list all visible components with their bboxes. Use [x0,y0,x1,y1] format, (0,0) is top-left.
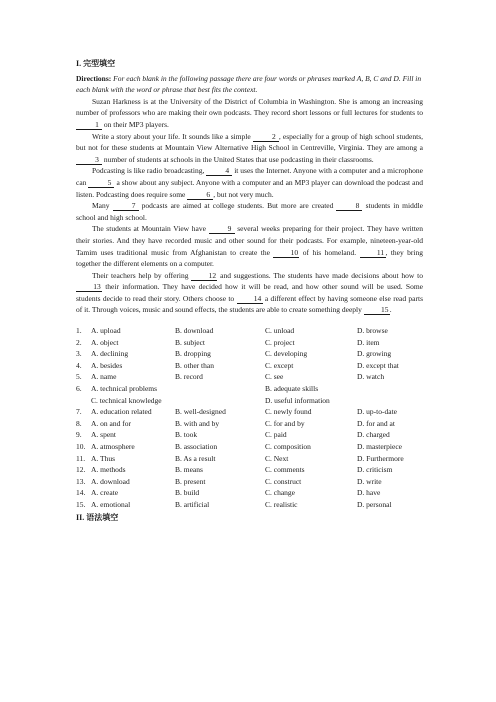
option-a: A. spent [91,430,116,440]
blank-number: 7 [113,201,139,211]
option-c: C. composition [265,442,311,451]
option-row [76,464,423,476]
option-c: C. see [265,372,284,382]
blank-number: 12 [191,271,217,281]
paragraph-text: it uses the Internet. Anyone with a computer and a microphone can [76,166,423,187]
option-c: C. except [265,360,294,370]
option-b: B. download [175,326,214,336]
worksheet-page [76,58,423,523]
option-row [76,429,423,441]
option-a: A. besides [91,360,123,370]
blank-number: 8 [336,201,362,211]
option-b: B. other than [175,360,214,370]
directions-label: Directions: [76,73,112,83]
option-a: A. object [91,337,119,347]
option-d: D. up-to-date [357,407,397,417]
option-d: D. charged [357,430,390,440]
option-b: B. adequate skills [265,384,319,394]
option-a: A. Thus [91,453,116,463]
paragraph-text: and suggestions. The students have made decisions about how to [217,270,423,280]
option-d: D. item [357,337,380,347]
option-a: A. create [91,488,119,498]
option-d: D. write [357,476,382,486]
passage-paragraph [76,200,423,223]
option-c: C. change [265,488,295,498]
paragraph-text: their information. They have decided how it will be read, and how other sound will be used. Some students decide to read their story. Others choose to [76,282,423,303]
blank-number: 14 [237,294,263,304]
option-row [76,406,423,418]
option-row [76,325,423,337]
section-title-grammar: II. 语法填空 [76,512,119,522]
blank-number: 4 [206,166,232,176]
option-d: D. Furthermore [357,453,404,463]
option-b: B. association [175,442,218,451]
option-row [76,395,423,407]
paragraph-text: Suzan Harkness is at the University of the District of Columbia in Washington. She is among an increasing number of professors who are making their own podcasts. They record short lessons or full lectures for students to [76,96,423,118]
option-a: A. technical problems [91,384,158,394]
option-row [76,453,423,465]
question-number: 9. [76,430,82,440]
paragraph-text: on their MP3 players. [102,119,169,129]
option-a: A. download [91,476,130,486]
option-c: C. for and by [265,418,305,428]
question-number: 11. [76,453,86,463]
option-a: A. on and for [91,418,131,428]
paragraph-text: podcasts are aimed at college students. But more are created [138,201,337,211]
option-a: A. methods [91,465,126,475]
option-row [76,441,423,453]
option-d: D. useful information [265,395,330,405]
directions [76,73,423,96]
section-title-cloze: I. 完型填空 [76,59,116,68]
paragraph-text: Write a story about your life. It sounds like a simple [92,131,253,141]
option-a: A. emotional [91,499,131,509]
paragraph-text: students in middle school and high school. [76,201,424,222]
question-number: 1. [76,326,82,336]
paragraph-text: several weeks preparing for their project. They have written their stories. And they have recorded music and other sound for their podcasts. For example, nineteen-year-old Tamim uses traditional music from Afghanistan to create the [76,224,423,257]
paragraph-text: , but not very much. [213,189,274,199]
passage-paragraph [76,96,423,131]
option-row [76,476,423,488]
option-b: B. subject [175,337,205,347]
option-a: A. declining [91,349,129,359]
answer-options [76,325,423,511]
option-b: B. well-designed [175,407,226,417]
option-a: A. name [91,372,117,382]
option-row [76,383,423,395]
option-c: C. construct [265,476,302,486]
paragraph-text: The students at Mountain View have [92,224,209,234]
option-d: D. except that [357,360,399,370]
option-c: C. newly found [265,407,312,417]
option-d: D. masterpiece [357,442,402,451]
option-c: C. Next [265,453,289,463]
blank-number: 5 [88,178,114,188]
question-number: 10. [76,442,86,451]
question-number: 6. [76,384,82,394]
question-number: 8. [76,418,82,428]
blank-number: 13 [76,282,102,292]
option-b: B. took [175,430,198,440]
question-number: 14. [76,488,86,498]
paragraph-text: . [389,305,392,315]
option-b: B. present [175,476,206,486]
option-b: B. record [175,372,203,382]
option-row [76,337,423,349]
option-d: D. have [357,488,381,498]
option-c: C. paid [265,430,287,440]
option-c: C. realistic [265,499,298,509]
option-d: D. personal [357,499,392,509]
option-a: A. education related [91,407,152,417]
option-row [76,360,423,372]
question-number-spacer [76,395,91,407]
option-d: D. growing [357,349,392,359]
option-d: D. watch [357,372,385,382]
option-row [76,418,423,430]
directions-text: For each blank in the following passage there are four words or phrases marked A, B, C and D. Fill in each blank with the word or phrase that best fits the context. [76,73,422,95]
blank-number: 11 [360,248,386,258]
question-number: 13. [76,476,86,486]
blank-number: 15 [364,305,390,315]
passage-paragraph [76,165,423,200]
option-c: C. comments [265,465,305,475]
question-number: 12. [76,465,86,475]
option-c: C. developing [265,349,308,359]
blank-number: 1 [76,120,102,130]
paragraph-text: Their teachers help by offering [92,270,192,280]
option-c: C. project [265,337,295,347]
blank-number: 3 [76,155,102,165]
paragraph-text: a different effect by having someone else read parts of it. Through voices, music and sound effects, the students are able to create something deeply [76,293,423,315]
option-b: B. with and by [175,418,220,428]
question-number: 3. [76,349,82,359]
option-b: B. artificial [175,499,210,509]
paragraph-text: number of students at schools in the United States that use podcasting in their classrooms. [102,154,374,164]
option-a: A. upload [91,326,121,336]
option-b: B. build [175,488,200,498]
option-c: C. unload [265,326,295,336]
passage-paragraph [76,223,423,269]
question-number: 4. [76,360,82,370]
option-row [76,499,423,511]
question-number: 2. [76,337,82,347]
paragraph-text: , they bring together the different elements on a computer. [76,247,424,269]
option-d: D. for and at [357,418,395,428]
passage-paragraph [76,270,423,316]
option-c: C. technical knowledge [91,395,162,405]
paragraph-text: , especially for a group of high school students, but not for these students at Mountain View Alternative High School in Centreville, Virginia. They are among a [76,131,423,153]
option-row [76,487,423,499]
option-row [76,348,423,360]
blank-number: 2 [253,132,279,142]
blank-number: 10 [273,248,299,258]
option-d: D. criticism [357,465,393,475]
paragraph-text: a show about any subject. Anyone with a computer and an MP3 player can download the podcast and listen. Podcasting does require some [76,177,423,199]
option-b: B. means [175,465,203,475]
question-number: 7. [76,407,82,417]
paragraph-text: of his homeland. [299,247,360,257]
blank-number: 9 [209,224,235,234]
option-b: B. As a result [175,453,216,463]
blank-number: 6 [187,190,213,200]
passage [76,96,423,316]
paragraph-text: Many [92,201,113,211]
option-b: B. dropping [175,349,211,359]
question-number: 15. [76,499,86,509]
question-number: 5. [76,372,82,382]
option-d: D. browse [357,326,388,336]
option-a: A. atmosphere [91,442,135,451]
option-row [76,371,423,383]
paragraph-text: Podcasting is like radio broadcasting, [92,166,207,176]
passage-paragraph [76,131,423,166]
